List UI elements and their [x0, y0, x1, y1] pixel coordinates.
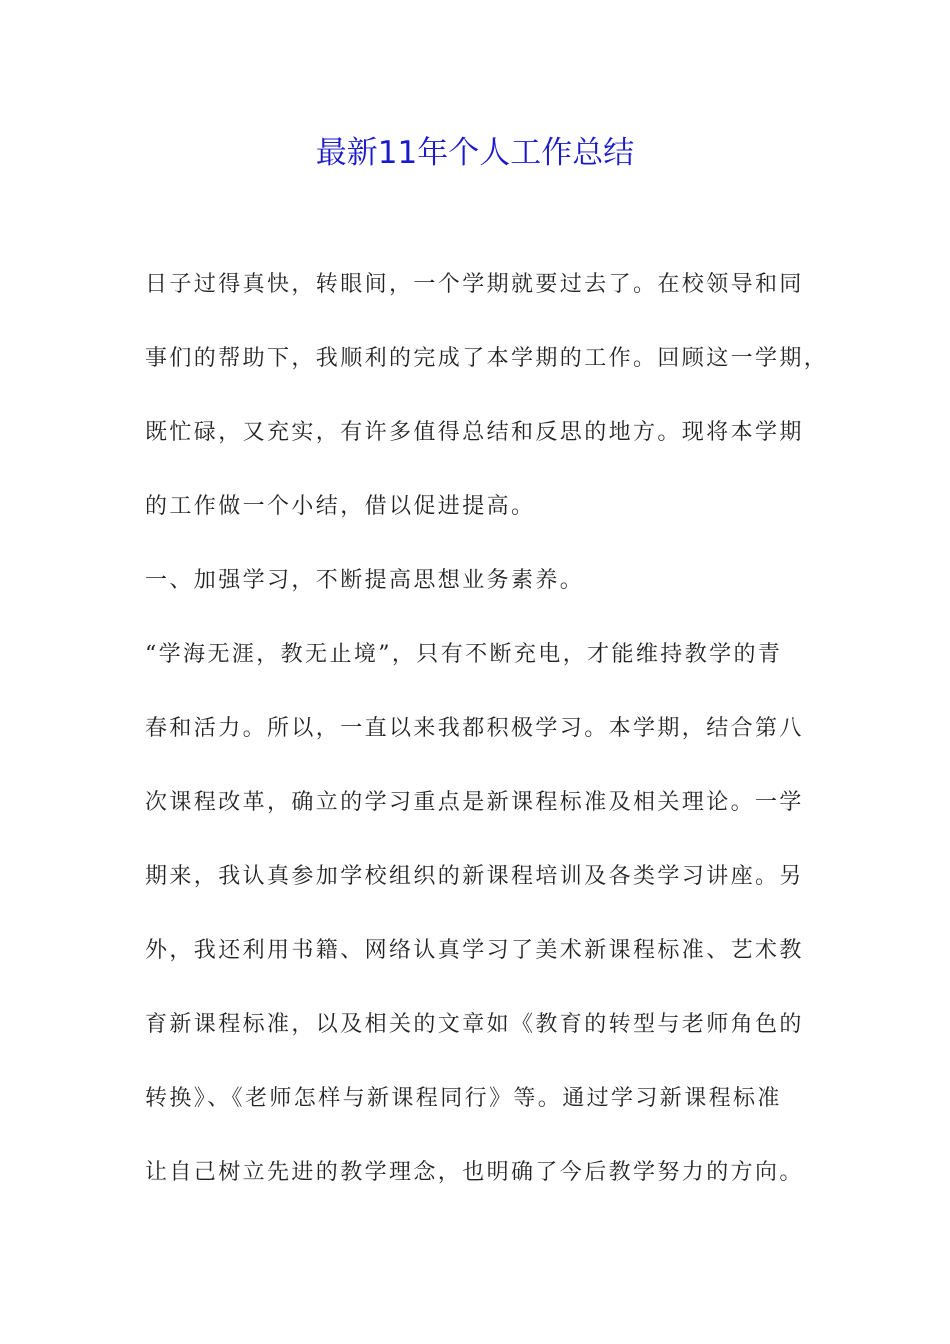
body-line: 春和活力。所以，一直以来我都积极学习。本学期，结合第八: [145, 716, 804, 741]
body-line: 育新课程标准，以及相关的文章如《教育的转型与老师角色的: [145, 1012, 804, 1037]
document-title: 最新11年个人工作总结: [315, 135, 635, 171]
document-body: [145, 248, 829, 1210]
body-line: 外，我还利用书籍、网络认真学习了美术新课程标准、艺术教: [145, 938, 804, 963]
body-line: 转换》、《老师怎样与新课程同行》等。通过学习新课程标准: [145, 1086, 782, 1111]
body-line: 的工作做一个小结，借以促进提高。: [145, 494, 536, 519]
body-line: “学海无涯，教无止境”，只有不断充电，才能维持教学的青: [145, 642, 783, 667]
body-line: 期来，我认真参加学校组织的新课程培训及各类学习讲座。另: [145, 864, 804, 889]
body-line: 次课程改革，确立的学习重点是新课程标准及相关理论。一学: [145, 790, 804, 815]
body-line: 事们的帮助下，我顺利的完成了本学期的工作。回顾这一学期，: [145, 346, 829, 371]
section-heading: 一、加强学习，不断提高思想业务素养。: [145, 568, 585, 593]
body-line: 既忙碌，又充实，有许多值得总结和反思的地方。现将本学期: [145, 420, 804, 445]
body-line: 日子过得真快，转眼间，一个学期就要过去了。在校领导和同: [145, 272, 804, 297]
body-line: 让自己树立先进的教学理念，也明确了今后教学努力的方向。: [145, 1160, 804, 1185]
